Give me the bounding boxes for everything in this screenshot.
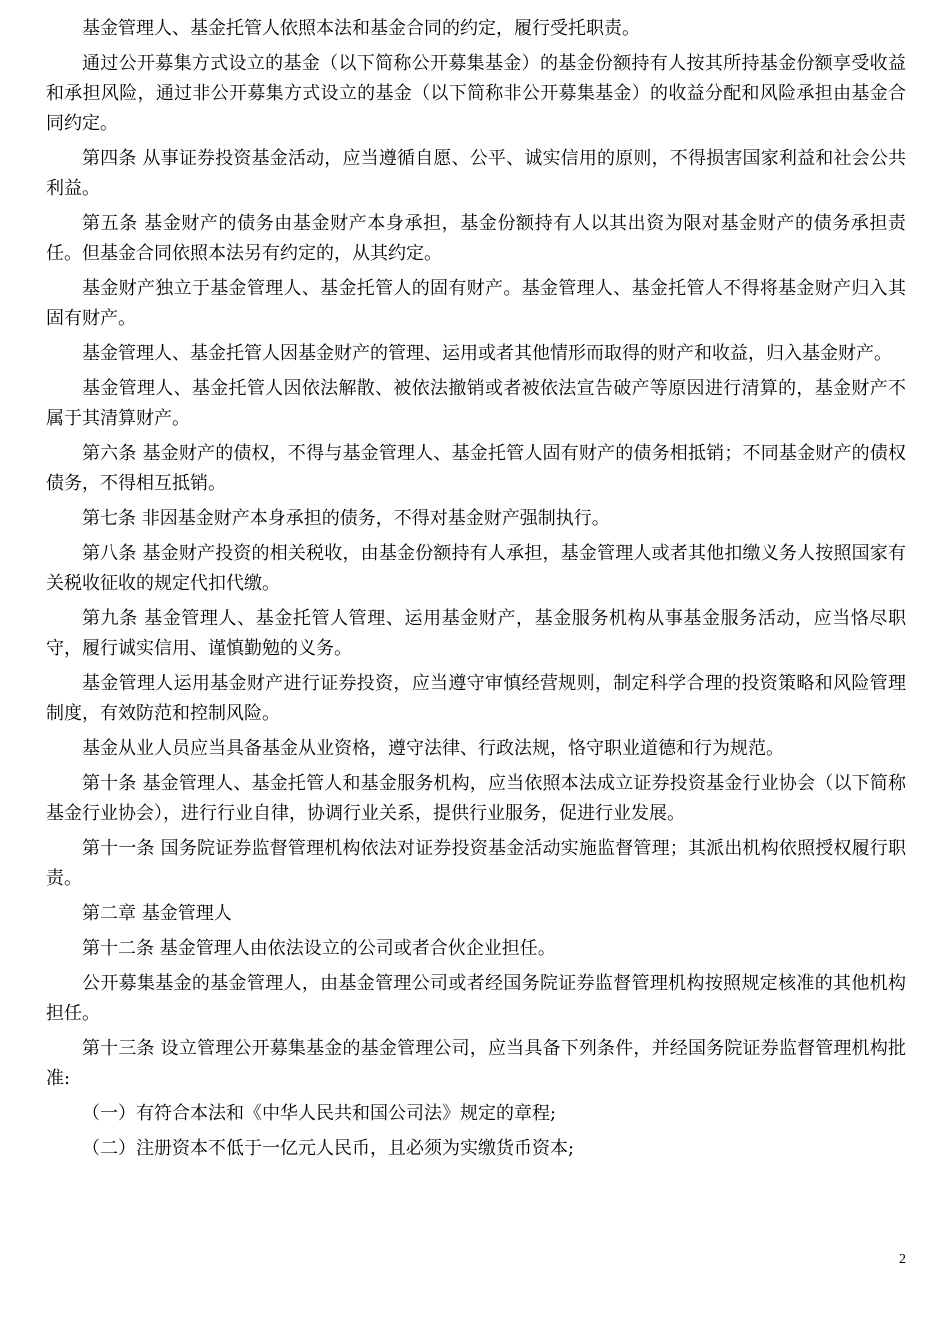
paragraph: 第十条 基金管理人、基金托管人和基金服务机构，应当依照本法成立证券投资基金行业协会（以下简称基金行业协会），进行行业自律，协调行业关系，提供行业服务，促进行业发展。 <box>46 773 906 824</box>
paragraph: 第七条 非因基金财产本身承担的债务，不得对基金财产强制执行。 <box>82 508 610 529</box>
paragraph: 第四条 从事证券投资基金活动，应当遵循自愿、公平、诚实信用的原则，不得损害国家利益和社会公共利益。 <box>46 148 906 199</box>
paragraph: 第十三条 设立管理公开募集基金的基金管理公司，应当具备下列条件，并经国务院证券监督管理机构批准: <box>46 1038 906 1089</box>
document-page <box>46 14 906 1169</box>
paragraph: 第十一条 国务院证券监督管理机构依法对证券投资基金活动实施监督管理；其派出机构依照授权履行职责。 <box>46 838 906 889</box>
list-item: （二）注册资本不低于一亿元人民币，且必须为实缴货币资本; <box>82 1138 575 1159</box>
paragraph: 基金财产独立于基金管理人、基金托管人的固有财产。基金管理人、基金托管人不得将基金财产归入其固有财产。 <box>46 278 906 329</box>
list-item: （一）有符合本法和《中华人民共和国公司法》规定的章程; <box>82 1103 557 1124</box>
paragraph: 通过公开募集方式设立的基金（以下简称公开募集基金）的基金份额持有人按其所持基金份额享受收益和承担风险，通过非公开募集方式设立的基金（以下简称非公开募集基金）的收益分配和风险承担由基金合同约定。 <box>46 53 906 134</box>
paragraph: 第五条 基金财产的债务由基金财产本身承担，基金份额持有人以其出资为限对基金财产的债务承担责任。但基金合同依照本法另有约定的，从其约定。 <box>46 213 906 264</box>
paragraph: 基金从业人员应当具备基金从业资格，遵守法律、行政法规，恪守职业道德和行为规范。 <box>82 738 784 759</box>
paragraph: 基金管理人运用基金财产进行证券投资，应当遵守审慎经营规则，制定科学合理的投资策略和风险管理制度，有效防范和控制风险。 <box>46 673 906 724</box>
paragraph: 第九条 基金管理人、基金托管人管理、运用基金财产，基金服务机构从事基金服务活动，应当恪尽职守，履行诚实信用、谨慎勤勉的义务。 <box>46 608 906 659</box>
paragraph: 基金管理人、基金托管人依照本法和基金合同的约定，履行受托职责。 <box>82 18 640 39</box>
paragraph: 公开募集基金的基金管理人，由基金管理公司或者经国务院证券监督管理机构按照规定核准的其他机构担任。 <box>46 973 906 1024</box>
chapter-heading: 第二章 基金管理人 <box>82 903 232 924</box>
paragraph: 基金管理人、基金托管人因依法解散、被依法撤销或者被依法宣告破产等原因进行清算的，基金财产不属于其清算财产。 <box>46 378 906 429</box>
paragraph: 基金管理人、基金托管人因基金财产的管理、运用或者其他情形而取得的财产和收益，归入基金财产。 <box>82 343 892 364</box>
paragraph: 第六条 基金财产的债权，不得与基金管理人、基金托管人固有财产的债务相抵销；不同基金财产的债权债务，不得相互抵销。 <box>46 443 906 494</box>
paragraph: 第十二条 基金管理人由依法设立的公司或者合伙企业担任。 <box>82 938 556 959</box>
page-number: 2 <box>899 1252 906 1267</box>
paragraph: 第八条 基金财产投资的相关税收，由基金份额持有人承担，基金管理人或者其他扣缴义务人按照国家有关税收征收的规定代扣代缴。 <box>46 543 906 594</box>
